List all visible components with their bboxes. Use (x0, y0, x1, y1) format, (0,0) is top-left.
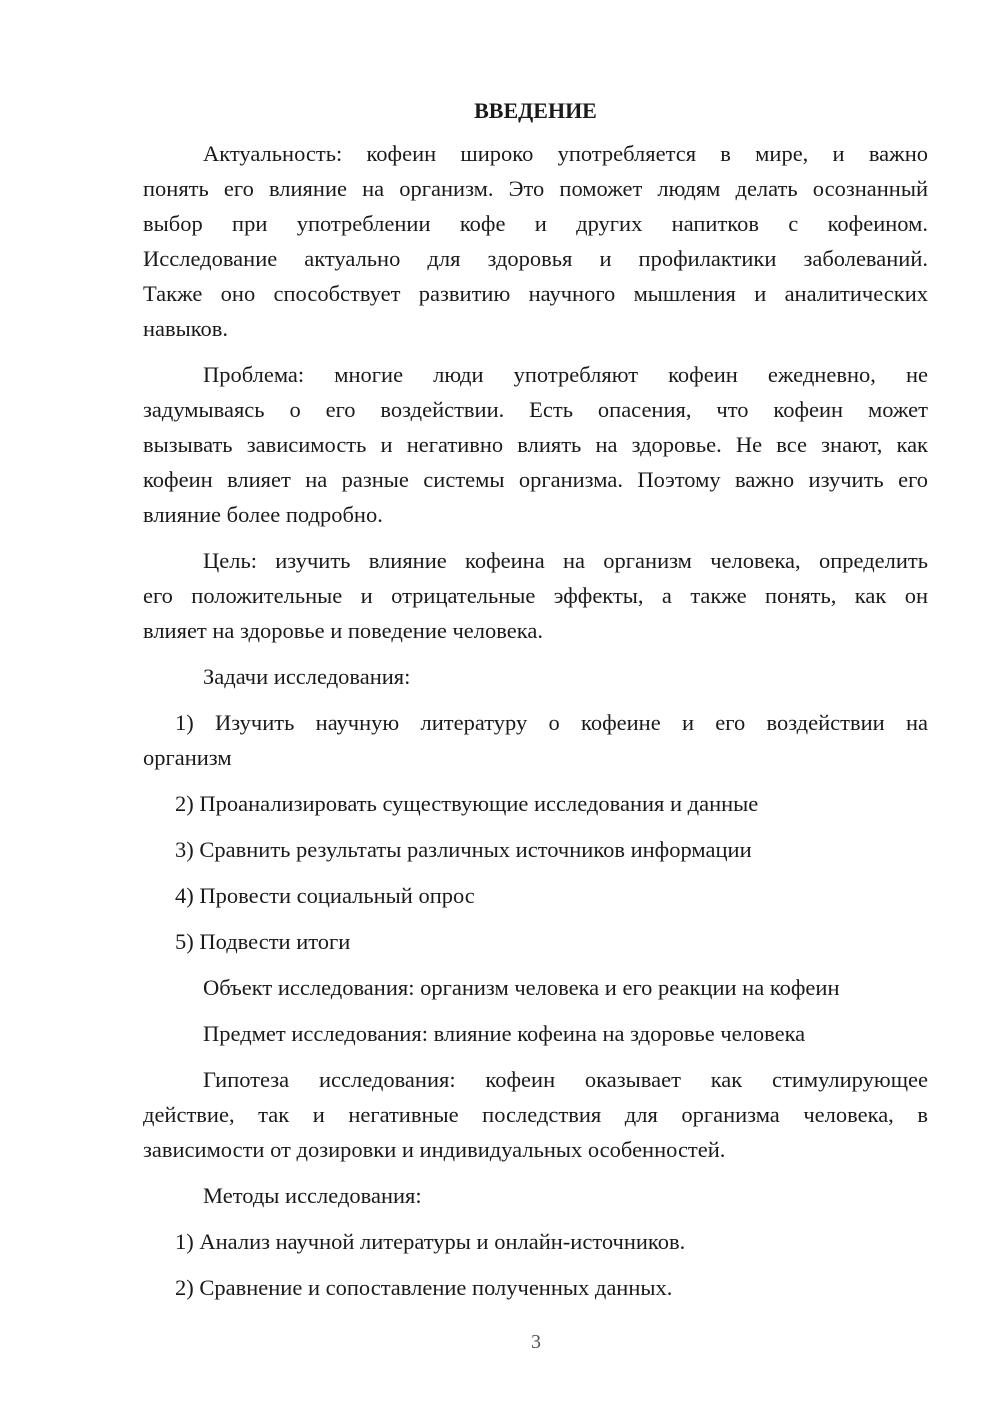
text-line: влияние более подробно. (143, 502, 383, 527)
task-item: 3) Сравнить результаты различных источников информации (175, 837, 752, 862)
document-page (143, 96, 928, 1305)
text-line: 1) Изучить научную литературу о кофеине и его воздействии на (175, 710, 928, 735)
goal-paragraph (143, 543, 928, 648)
task-item: 4) Провести социальный опрос (175, 883, 475, 908)
object-line: Объект исследования: организм человека и его реакции на кофеин (203, 975, 840, 1000)
text-line: Актуальность: кофеин широко употребляется в мире, и важно (203, 141, 928, 166)
text-line: Исследование актуально для здоровья и профилактики заболеваний. (143, 246, 928, 271)
text-line: навыков. (143, 316, 229, 341)
method-item: 2) Сравнение и сопоставление полученных данных. (175, 1275, 673, 1300)
section-title: ВВЕДЕНИЕ (474, 98, 597, 123)
text-line: его положительные и отрицательные эффекты, а также понять, как он (143, 583, 928, 608)
text-line: задумываясь о его воздействии. Есть опасения, что кофеин может (143, 397, 928, 422)
subject-line: Предмет исследования: влияние кофеина на здоровье человека (203, 1021, 806, 1046)
hypothesis-paragraph (143, 1062, 928, 1167)
method-item: 1) Анализ научной литературы и онлайн-источников. (175, 1229, 686, 1254)
text-line: зависимости от дозировки и индивидуальных особенностей. (143, 1137, 726, 1162)
task-item: 2) Проанализировать существующие исследования и данные (175, 791, 759, 816)
text-line: Цель: изучить влияние кофеина на организм человека, определить (203, 548, 928, 573)
text-line: вызывать зависимость и негативно влиять на здоровье. Не все знают, как (143, 432, 928, 457)
text-line: Также оно способствует развитию научного мышления и аналитических (143, 281, 928, 306)
relevance-paragraph (143, 136, 928, 346)
text-line: Гипотеза исследования: кофеин оказывает как стимулирующее (203, 1067, 928, 1092)
text-line: влияет на здоровье и поведение человека. (143, 618, 543, 643)
page-number: 3 (531, 1331, 541, 1353)
methods-heading: Методы исследования: (203, 1183, 422, 1208)
text-line: организм (143, 745, 232, 770)
text-line: понять его влияние на организм. Это поможет людям делать осознанный (143, 176, 928, 201)
text-line: выбор при употреблении кофе и других напитков с кофеином. (143, 211, 928, 236)
text-line: действие, так и негативные последствия для организма человека, в (143, 1102, 928, 1127)
text-line: Проблема: многие люди употребляют кофеин ежедневно, не (203, 362, 928, 387)
tasks-heading: Задачи исследования: (203, 664, 411, 689)
task-item: 5) Подвести итоги (175, 929, 351, 954)
text-line: кофеин влияет на разные системы организма. Поэтому важно изучить его (143, 467, 928, 492)
task-item (143, 705, 928, 775)
problem-paragraph (143, 357, 928, 532)
